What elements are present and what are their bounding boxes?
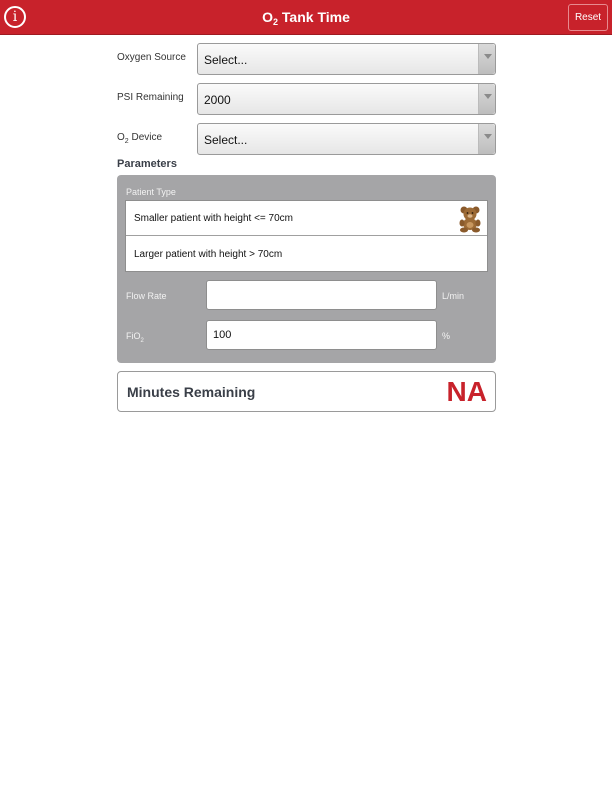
title-prefix: O bbox=[262, 9, 274, 25]
oxygen-source-select[interactable] bbox=[197, 43, 496, 75]
o2-device-row bbox=[117, 123, 496, 155]
o2-device-label-prefix: O bbox=[117, 132, 125, 143]
page-title bbox=[0, 9, 612, 27]
title-suffix: Tank Time bbox=[278, 9, 350, 25]
patient-type-label: Patient Type bbox=[126, 187, 176, 197]
oxygen-source-value: Select... bbox=[204, 53, 248, 67]
patient-option-smaller[interactable] bbox=[126, 201, 487, 236]
teddy-bear-icon bbox=[456, 205, 484, 233]
oxygen-source-label: Oxygen Source bbox=[117, 52, 186, 63]
parameters-panel bbox=[117, 175, 496, 363]
o2-device-label-subscript: 2 bbox=[124, 138, 129, 145]
fio2-unit: % bbox=[442, 331, 451, 341]
chevron-down-icon bbox=[478, 44, 495, 74]
psi-remaining-row bbox=[117, 83, 496, 115]
chevron-down-icon bbox=[478, 124, 495, 154]
parameters-title: Parameters bbox=[117, 158, 177, 170]
o2-device-select[interactable] bbox=[197, 123, 496, 155]
fio2-input[interactable] bbox=[206, 320, 437, 350]
o2-device-label bbox=[117, 132, 162, 145]
info-icon[interactable]: i bbox=[4, 6, 26, 28]
chevron-down-icon bbox=[478, 84, 495, 114]
psi-remaining-label: PSI Remaining bbox=[117, 92, 184, 103]
minutes-remaining-label: Minutes Remaining bbox=[127, 384, 256, 400]
flow-rate-unit: L/min bbox=[442, 291, 465, 301]
patient-option-label: Larger patient with height > 70cm bbox=[134, 249, 283, 260]
psi-remaining-select[interactable] bbox=[197, 83, 496, 115]
patient-option-label: Smaller patient with height <= 70cm bbox=[134, 213, 293, 224]
oxygen-source-row bbox=[117, 43, 496, 75]
fio2-label-subscript: 2 bbox=[140, 337, 144, 344]
title-subscript: 2 bbox=[273, 17, 279, 27]
reset-button[interactable]: Reset bbox=[568, 4, 608, 31]
patient-type-list bbox=[125, 200, 488, 272]
patient-option-larger[interactable] bbox=[126, 237, 487, 272]
fio2-label-prefix: FiO bbox=[126, 331, 141, 341]
navigation-bar bbox=[0, 0, 612, 35]
minutes-remaining-box bbox=[117, 371, 496, 412]
flow-rate-input[interactable] bbox=[206, 280, 437, 310]
minutes-remaining-value: NA bbox=[446, 376, 487, 407]
flow-rate-label: Flow Rate bbox=[126, 291, 167, 301]
psi-remaining-value: 2000 bbox=[204, 93, 231, 107]
fio2-label bbox=[126, 331, 144, 344]
o2-device-label-suffix: Device bbox=[128, 132, 163, 143]
o2-device-value: Select... bbox=[204, 133, 248, 147]
